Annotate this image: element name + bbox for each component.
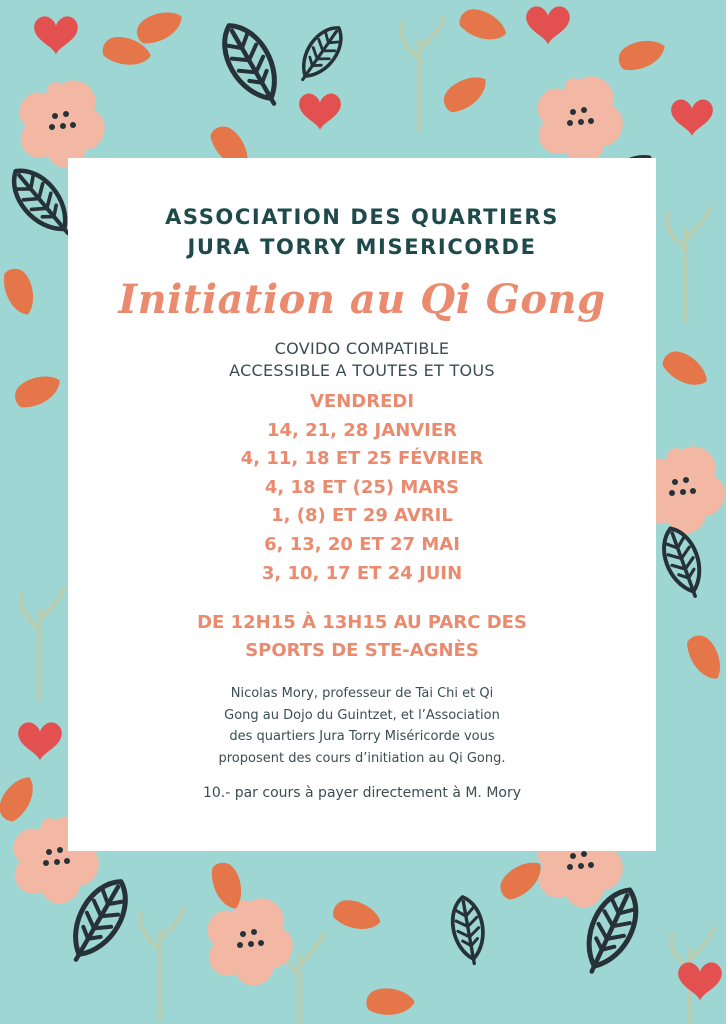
description-line-3: des quartiers Jura Torry Miséricorde vous bbox=[229, 729, 495, 745]
description-line-2: Gong au Dojo du Guintzet, et l’Association bbox=[224, 707, 500, 723]
petal-icon bbox=[456, 2, 511, 49]
price-info: 10.- par cours à payer directement à M. Mory bbox=[202, 785, 522, 802]
heart-icon bbox=[671, 100, 713, 136]
subtitle-line-1: COVIDO COMPATIBLE bbox=[274, 339, 450, 358]
description-line-1: Nicolas Mory, professeur de Tai Chi et Qi bbox=[230, 686, 494, 702]
organization-name-line-1: ASSOCIATION DES QUARTIERS bbox=[165, 205, 559, 229]
petal-icon bbox=[133, 8, 186, 46]
petal-icon bbox=[11, 372, 64, 410]
heart-icon bbox=[678, 962, 722, 1000]
event-title: Initiation au Qi Gong bbox=[118, 276, 606, 323]
schedule-date-june: 3, 10, 17 ET 24 JUIN bbox=[261, 562, 463, 584]
heart-icon bbox=[299, 94, 341, 130]
petal-icon bbox=[659, 344, 713, 395]
schedule-date-february: 4, 11, 18 ET 25 FÉVRIER bbox=[240, 448, 484, 470]
leaf-icon bbox=[448, 894, 489, 966]
petal-icon bbox=[330, 894, 385, 939]
petal-icon bbox=[684, 631, 726, 685]
schedule-date-march: 4, 18 ET (25) MARS bbox=[264, 476, 460, 498]
stem-icon bbox=[141, 908, 184, 1020]
schedule-day: VENDREDI bbox=[309, 391, 415, 412]
petal-icon bbox=[616, 37, 668, 72]
stem-icon bbox=[21, 588, 64, 700]
schedule-date-january: 14, 21, 28 JANVIER bbox=[266, 419, 458, 441]
description-line-4: proposent des cours d’initiation au Qi Gong. bbox=[218, 750, 506, 766]
flower-icon bbox=[19, 80, 104, 167]
leaf-icon bbox=[292, 20, 350, 87]
location-line-1: DE 12H15 À 13H15 AU PARC DES bbox=[197, 612, 527, 634]
leaf-icon bbox=[656, 523, 710, 601]
schedule-date-may: 6, 13, 20 ET 27 MAI bbox=[264, 533, 460, 555]
heart-icon bbox=[526, 6, 570, 44]
heart-icon bbox=[18, 722, 62, 760]
subtitle-line-2: ACCESSIBLE A TOUTES ET TOUS bbox=[229, 361, 495, 380]
flower-icon bbox=[207, 898, 292, 985]
heart-icon bbox=[34, 16, 78, 54]
organization-name-line-2: JURA TORRY MISERICORDE bbox=[187, 235, 537, 259]
location-line-2: SPORTS DE STE-AGNÈS bbox=[245, 640, 479, 662]
info-card bbox=[68, 158, 656, 851]
stem-icon bbox=[401, 18, 444, 130]
petal-icon bbox=[2, 266, 37, 318]
stem-icon bbox=[667, 208, 710, 320]
flower-icon bbox=[537, 76, 622, 163]
leaf-icon bbox=[212, 16, 291, 113]
petal-icon bbox=[438, 71, 493, 116]
petal-icon bbox=[0, 772, 43, 826]
schedule-date-april: 1, (8) ET 29 AVRIL bbox=[271, 505, 453, 527]
petal-icon bbox=[365, 985, 417, 1020]
